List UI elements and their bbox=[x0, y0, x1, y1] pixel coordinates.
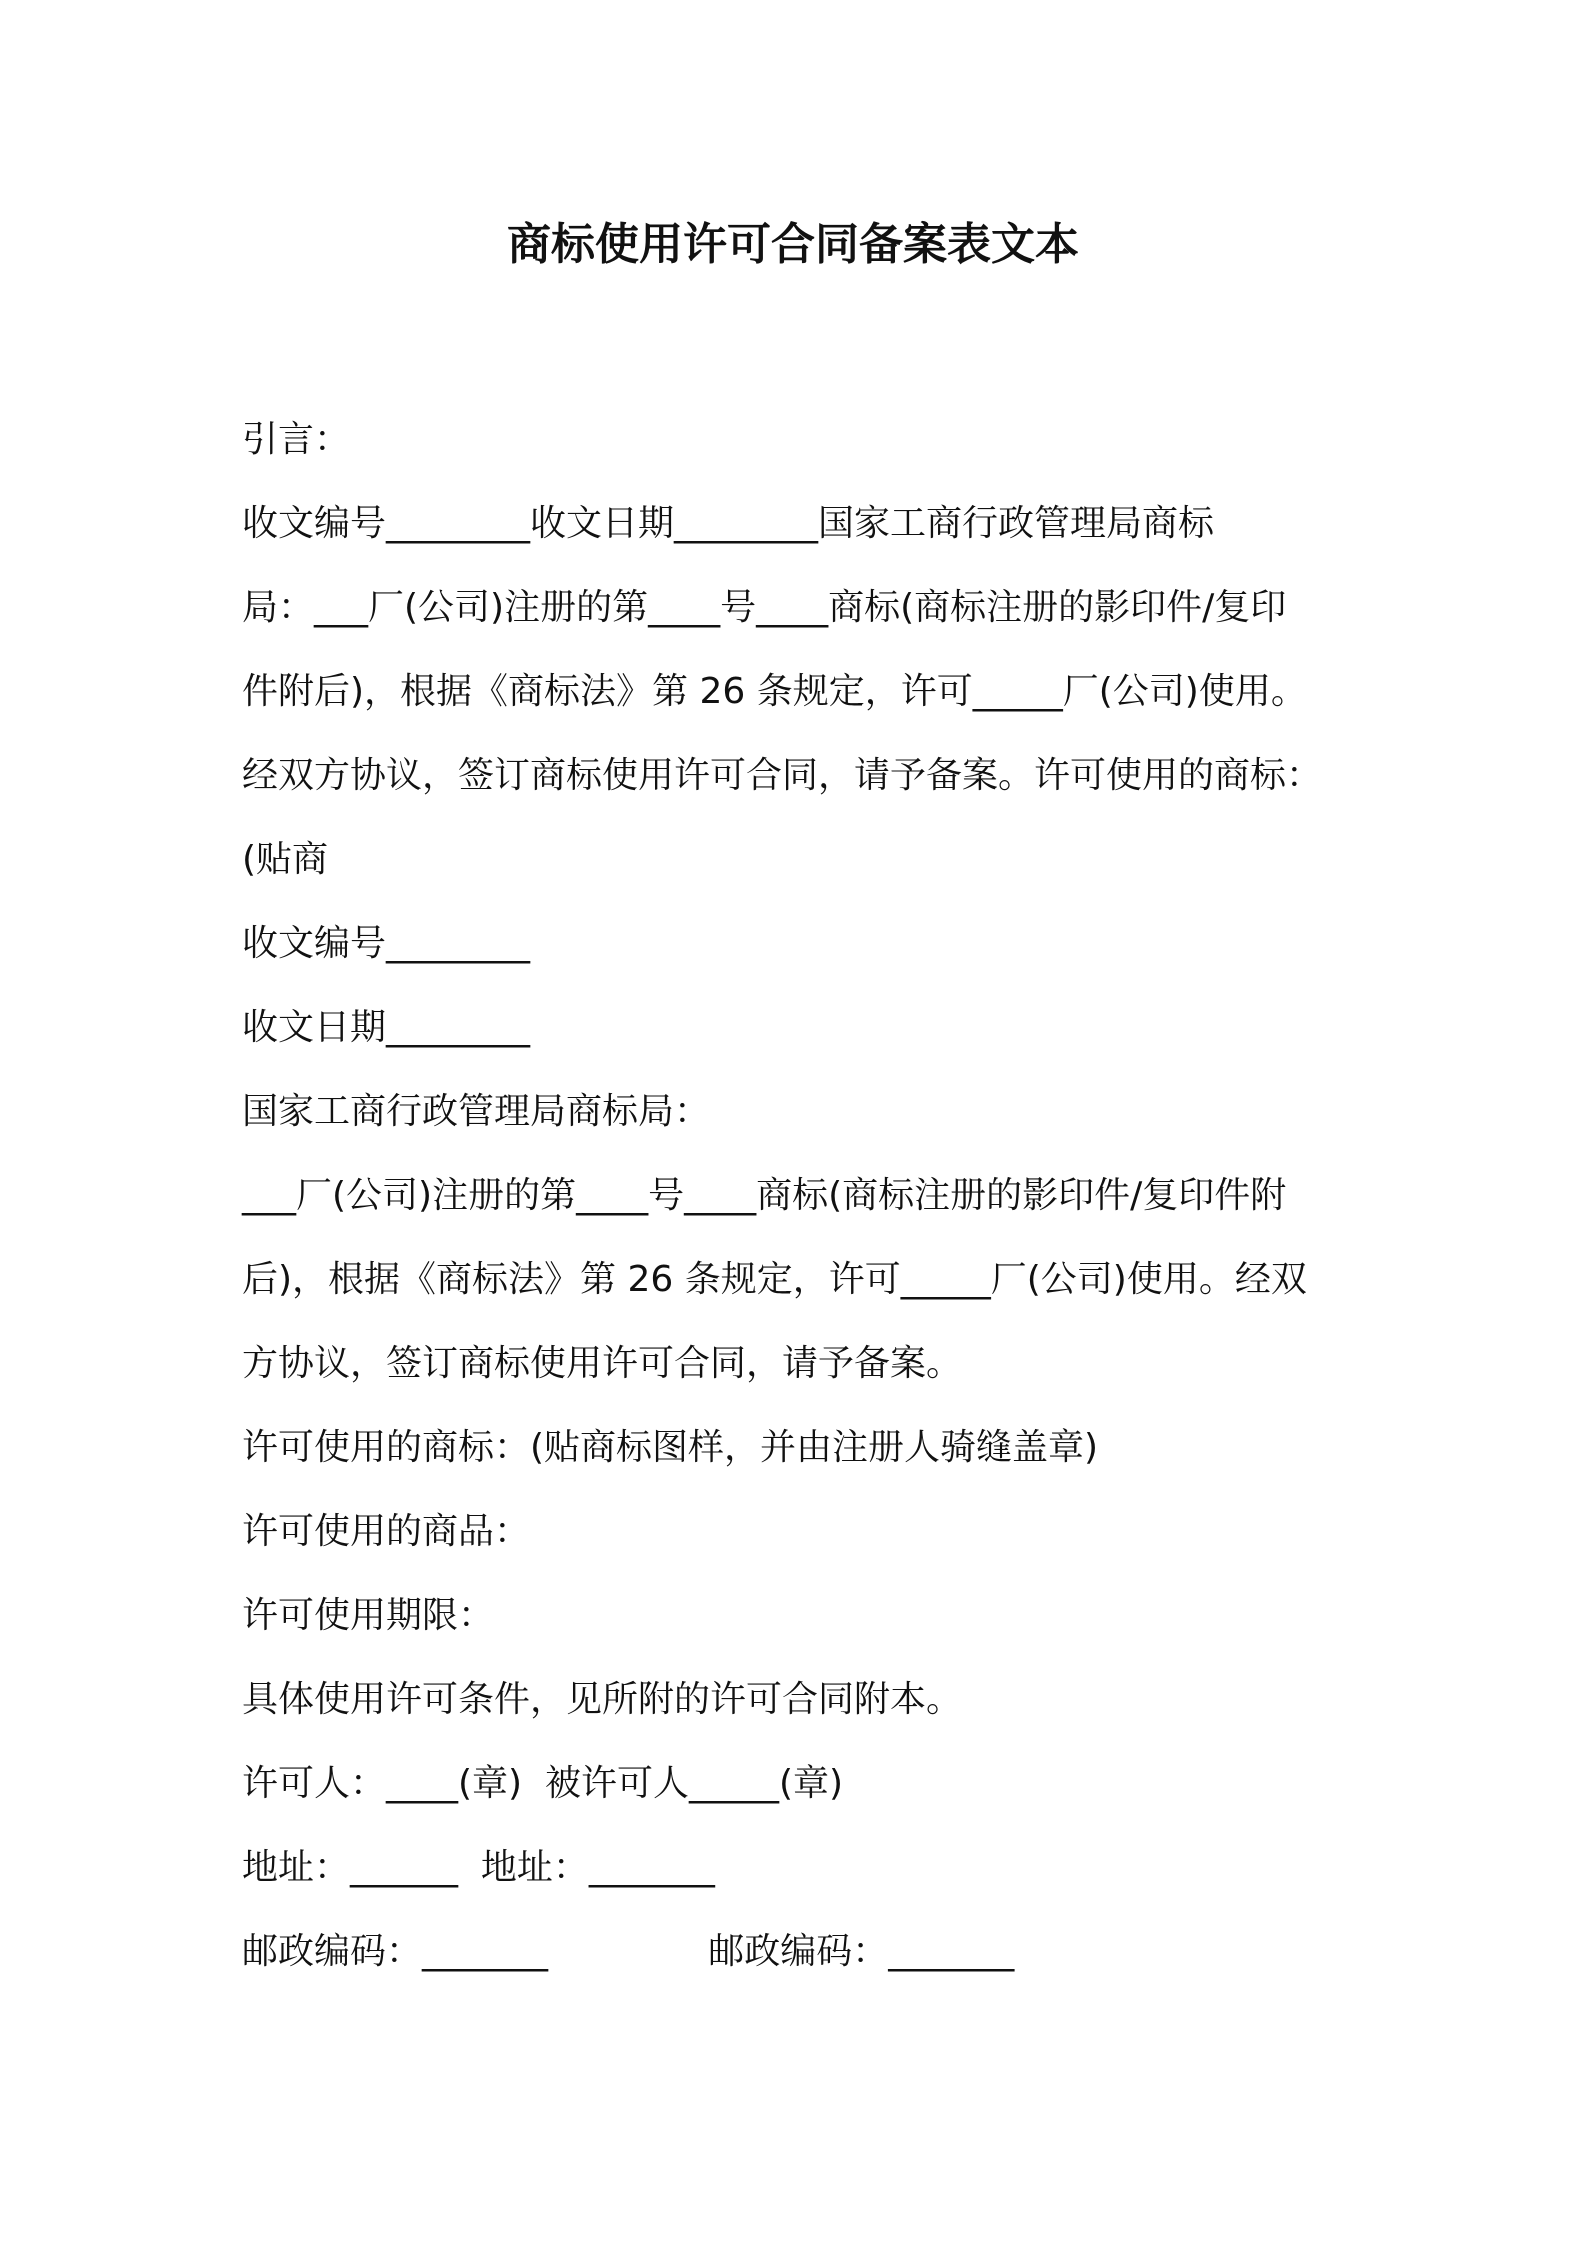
paragraph-line: 局：___厂(公司)注册的第____号____商标(商标注册的影印件/复印 bbox=[242, 587, 1287, 628]
paragraph-line: 方协议，签订商标使用许可合同，请予备案。 bbox=[242, 1343, 963, 1384]
paragraph-line: 邮政编码：_______ 邮政编码：_______ bbox=[242, 1931, 1015, 1972]
paragraph-line: 后)，根据《商标法》第 26 条规定，许可_____厂(公司)使用。经双 bbox=[242, 1259, 1307, 1300]
paragraph-line: 许可人：____(章) 被许可人_____(章) bbox=[242, 1763, 844, 1804]
paragraph-line: 许可使用的商标：(贴商标图样，并由注册人骑缝盖章) bbox=[242, 1427, 1099, 1468]
paragraph-line: 收文编号________收文日期________国家工商行政管理局商标 bbox=[242, 503, 1215, 544]
paragraph-line: 许可使用期限： bbox=[242, 1595, 495, 1636]
paragraph-line: 经双方协议，签订商标使用许可合同，请予备案。许可使用的商标： bbox=[242, 755, 1323, 796]
paragraph-line: 具体使用许可条件，见所附的许可合同附本。 bbox=[242, 1679, 963, 1720]
paragraph-line: 地址：______ 地址：_______ bbox=[242, 1847, 715, 1888]
paragraph-line: 件附后)，根据《商标法》第 26 条规定，许可_____厂(公司)使用。 bbox=[242, 671, 1307, 712]
paragraph-line: 收文日期________ bbox=[242, 1007, 531, 1048]
paragraph-line: ___厂(公司)注册的第____号____商标(商标注册的影印件/复印件附 bbox=[242, 1175, 1287, 1216]
paragraph-line: 引言： bbox=[242, 419, 351, 460]
paragraph-line: 收文编号________ bbox=[242, 923, 531, 964]
document-body bbox=[242, 410, 1362, 2006]
paragraph-line: (贴商 bbox=[242, 839, 329, 880]
paragraph-line: 许可使用的商品： bbox=[242, 1511, 531, 1552]
paragraph-line: 国家工商行政管理局商标局： bbox=[242, 1091, 711, 1132]
document-title: 商标使用许可合同备案表文本 bbox=[507, 219, 1079, 270]
